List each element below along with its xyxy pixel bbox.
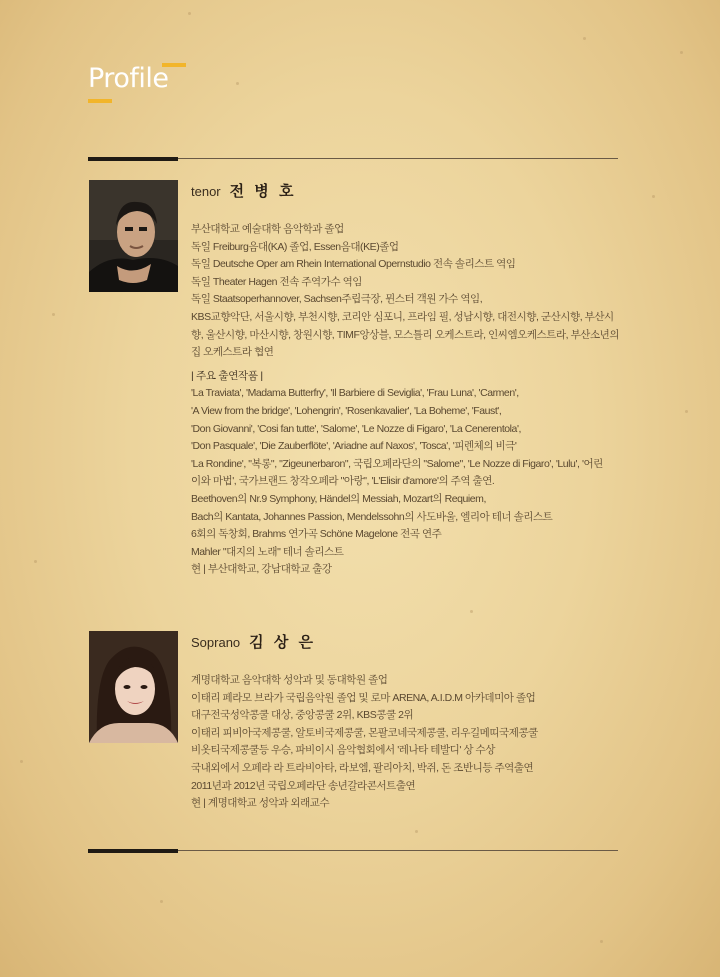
works-line: 'A View from the bridge', 'Lohengrin', 'Rosenkavalier', 'La Boheme', 'Faust', (191, 404, 502, 417)
works-line: 6회의 독창회, Brahms 연가곡 Schöne Magelone 전곡 연주 (191, 528, 442, 541)
bio-line: 대구전국성악콩쿨 대상, 중앙콩쿨 2위, KBS콩쿨 2위 (191, 709, 414, 722)
bio-line: 이태리 페라모 브라가 국립음악원 졸업 및 로마 ARENA, A.I.D.M 아카데미아 졸업 (191, 691, 536, 704)
works-line: 'La Rondine', "복롱", "Zigeunerbaron", 국립오페라단의 "Salome", 'Le Nozze di Figaro', 'Lulu', '어린 (191, 457, 603, 470)
bio-line: 국내외에서 오페라 라 트라비아타, 라보엠, 팔리아치, 박쥐, 돈 조반니등 주역출연 (191, 761, 534, 774)
bio-line: 이태리 피비아국제콩쿨, 알토비국제콩쿨, 몬팔코네국제콩쿨, 리우길메띠국제콩쿨 (191, 726, 538, 739)
paper-speck (188, 12, 191, 15)
bio-line: 비옷티국제콩쿨등 우승, 파비이시 음악협회에서 '레나타 테발디' 상 수상 (191, 744, 495, 757)
bio-line: 독일 Freiburg음대(KA) 졸업, Essen음대(KE)졸업 (191, 240, 399, 253)
works-line: Mahler "대지의 노래" 테너 솔리스트 (191, 545, 344, 558)
works-heading: | 주요 출연작품 | (191, 369, 263, 382)
bio-line: 부산대학교 예술대학 음악학과 졸업 (191, 223, 344, 235)
paper-speck (34, 560, 37, 563)
bio-line: 2011년과 2012년 국립오페라단 송년갈라콘서트출연 (191, 779, 416, 792)
paper-speck (685, 410, 688, 413)
paper-speck (680, 51, 683, 54)
bio-list (191, 672, 651, 813)
works-list (191, 385, 651, 579)
singer-name: 김 상 은 (249, 634, 316, 651)
paper-speck (652, 195, 655, 198)
singer-name: 전 병 호 (229, 183, 297, 200)
paper-speck (415, 830, 418, 833)
paper-speck (20, 760, 23, 763)
soprano-portrait (89, 631, 178, 743)
bio-line: KBS교향악단, 서울시향, 부천시향, 코리안 심포니, 프라임 필, 성남시향, 대전시향, 군산시향, 부산시 (191, 310, 614, 323)
bio-line: 계명대학교 음악대학 성악과 및 동대학원 졸업 (191, 674, 388, 686)
page-title: Profile (88, 63, 169, 94)
soprano-profile (191, 631, 651, 813)
name-line (191, 180, 651, 201)
paper-speck (470, 610, 473, 613)
name-line (191, 631, 651, 652)
section-divider-accent (88, 157, 178, 161)
tenor-portrait (89, 180, 178, 292)
works-line: Beethoven의 Nr.9 Symphony, Händel의 Messiah, Mozart의 Requiem, (191, 492, 486, 505)
title-accent-bottom (88, 99, 112, 103)
bio-line: 향, 울산시향, 마산시향, 창원시향, TIMF앙상블, 모스틀리 오케스트라, 인씨엠오케스트라, 부산소년의 (191, 328, 620, 341)
paper-speck (52, 313, 55, 316)
bio-line: 독일 Staatsoperhannover, Sachsen주립극장, 뮌스터 객원 가수 역임, (191, 293, 483, 306)
paper-speck (160, 900, 163, 903)
works-line: 'La Traviata', 'Madama Butterfry', 'Il Barbiere di Seviglia', 'Frau Luna', 'Carmen', (191, 387, 519, 400)
voice-type: Soprano (191, 635, 241, 650)
bio-line: 집 오케스트라 협연 (191, 346, 274, 359)
works-line: 현 | 부산대학교, 강남대학교 출강 (191, 563, 332, 576)
paper-speck (583, 37, 586, 40)
bio-line: 현 | 계명대학교 성악과 외래교수 (191, 797, 330, 810)
voice-type: tenor (191, 184, 221, 199)
bio-list (191, 221, 651, 362)
bio-line: 독일 Deutsche Oper am Rhein International Opernstudio 전속 솔리스트 역임 (191, 258, 516, 271)
works-line: 이와 마법', 국가브랜드 창작오페라 "아랑", 'L'Elisir d'amore'의 주역 출연. (191, 475, 495, 488)
tenor-profile (191, 180, 651, 579)
bio-line: 독일 Theater Hagen 전속 주역가수 역임 (191, 275, 362, 288)
paper-speck (600, 940, 603, 943)
paper-speck (236, 82, 239, 85)
works-line: 'Don Pasquale', 'Die Zauberflöte', 'Ariadne auf Naxos', 'Tosca', '피렌체의 비극' (191, 440, 517, 453)
bottom-divider-accent (88, 849, 178, 853)
works-line: 'Don Giovanni', 'Cosi fan tutte', 'Salome', 'Le Nozze di Figaro', 'La Cenerentola', (191, 422, 521, 435)
works-line: Bach의 Kantata, Johannes Passion, Mendelssohn의 사도바울, 엘리아 테너 솔리스트 (191, 510, 553, 523)
